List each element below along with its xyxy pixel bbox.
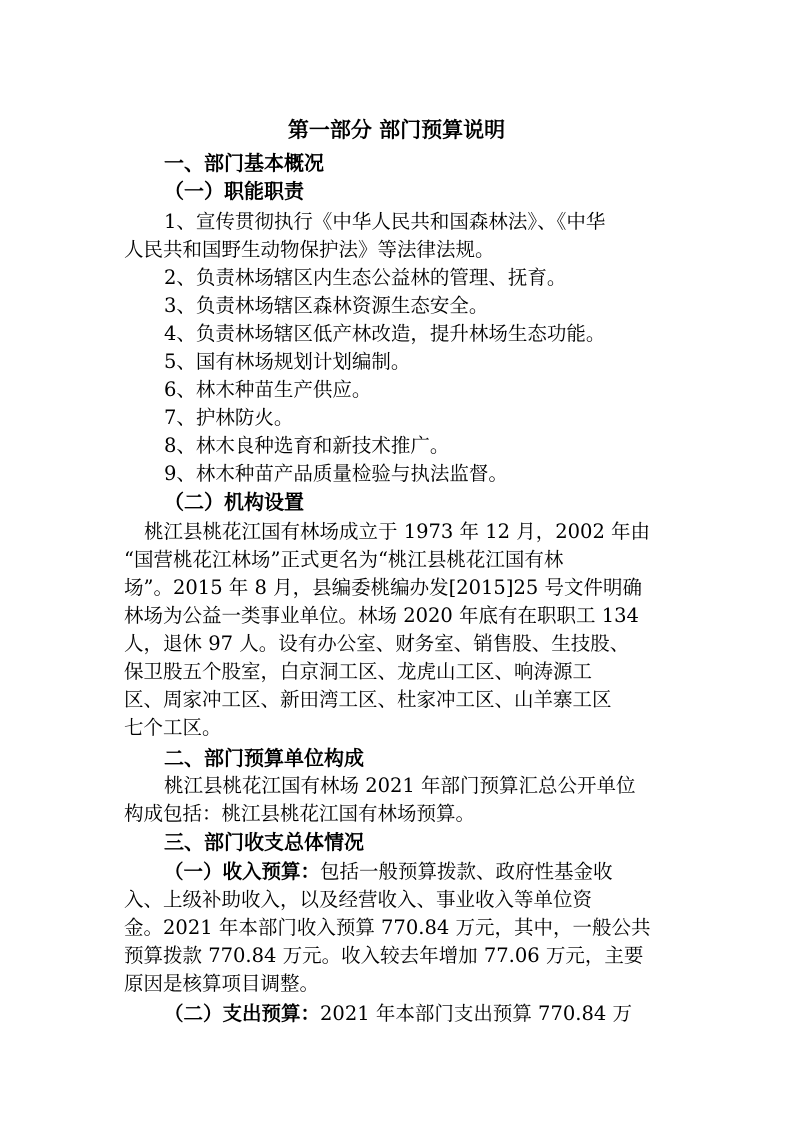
income-line: 金。2021 年本部门收入预算 770.84 万元，其中，一般公共 — [124, 916, 651, 939]
organization-line: 桃江县桃花江国有林场成立于 1973 年 12 月，2002 年由 — [144, 520, 651, 543]
function-item-1-line-1: 1、宣传贯彻执行《中华人民共和国森林法》、《中华 — [164, 210, 606, 233]
subsection-organization-heading: （二）机构设置 — [164, 490, 304, 514]
function-item-8: 8、林木良种选育和新技术推广。 — [164, 434, 450, 457]
function-item-1-line-2: 人民共和国野生动物保护法》等法律法规。 — [124, 238, 495, 261]
income-text: 包括一般预算拨款、政府性基金收 — [320, 860, 613, 883]
function-item-6: 6、林木种苗生产供应。 — [164, 378, 372, 401]
function-item-7: 7、护林防火。 — [164, 406, 294, 429]
expense-label: （二）支出预算： — [164, 1002, 321, 1025]
income-line: 入、上级补助收入，以及经营收入、事业收入等单位资 — [124, 888, 593, 911]
section-2-heading: 二、部门预算单位构成 — [164, 746, 364, 770]
expense-line — [164, 1000, 632, 1028]
page-title: 第一部分 部门预算说明 — [287, 118, 506, 142]
organization-line: “国营桃花江林场”正式更名为“桃江县桃花江国有林 — [124, 548, 564, 571]
income-line — [164, 858, 613, 886]
organization-line: 林场为公益一类事业单位。林场 2020 年底有在职职工 134 — [124, 604, 639, 627]
organization-line: 区、周家冲工区、新田湾工区、杜家冲工区、山羊寨工区 — [124, 688, 612, 711]
section-3-heading: 三、部门收支总体情况 — [164, 830, 364, 854]
function-item-4: 4、负责林场辖区低产林改造，提升林场生态功能。 — [164, 322, 606, 345]
income-label: （一）收入预算： — [164, 860, 321, 883]
income-line: 预算拨款 770.84 万元。收入较去年增加 77.06 万元，主要 — [124, 944, 644, 967]
income-line: 原因是核算项目调整。 — [124, 972, 320, 995]
function-item-5: 5、国有林场规划计划编制。 — [164, 350, 411, 373]
organization-line: 场”。2015 年 8 月，县编委桃编办发[2015]25 号文件明确 — [124, 576, 642, 599]
budget-unit-line: 桃江县桃花江国有林场 2021 年部门预算汇总公开单位 — [164, 774, 636, 797]
subsection-functions-heading: （一）职能职责 — [164, 179, 304, 203]
budget-unit-line: 构成包括：桃江县桃花江国有林场预算。 — [124, 802, 476, 825]
section-1-heading: 一、部门基本概况 — [164, 151, 324, 175]
expense-text: 2021 年本部门支出预算 770.84 万 — [320, 1002, 632, 1025]
function-item-2: 2、负责林场辖区内生态公益林的管理、抚育。 — [164, 266, 567, 289]
function-item-3: 3、负责林场辖区森林资源生态安全。 — [164, 294, 489, 317]
organization-line: 保卫股五个股室，白京洞工区、龙虎山工区、响涛源工 — [124, 660, 593, 683]
organization-line: 人，退休 97 人。设有办公室、财务室、销售股、生技股、 — [124, 632, 630, 655]
function-item-9: 9、林木种苗产品质量检验与执法监督。 — [164, 462, 508, 485]
organization-line: 七个工区。 — [124, 716, 222, 739]
